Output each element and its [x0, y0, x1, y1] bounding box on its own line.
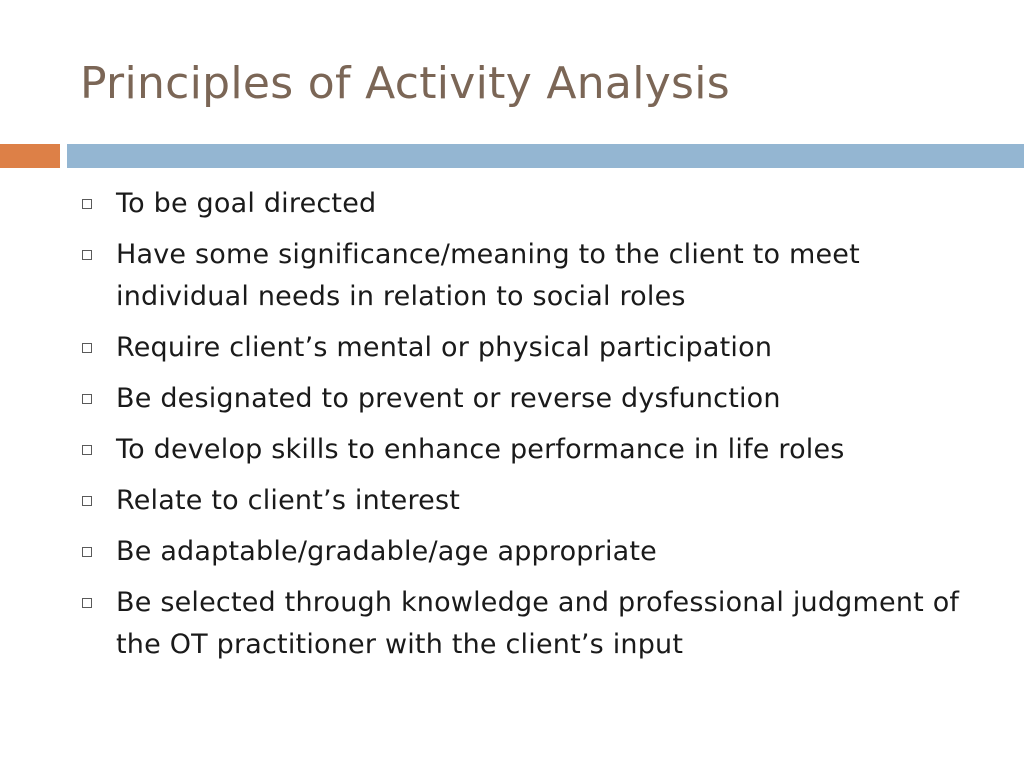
hollow-square-bullet-icon: [78, 480, 116, 522]
bullet-text: Relate to client’s interest: [116, 485, 461, 516]
hollow-square-bullet-icon: [78, 582, 116, 624]
bullet-item: [78, 378, 968, 420]
hollow-square-bullet-icon: [78, 429, 116, 471]
bullet-text: Be adaptable/gradable/age appropriate: [116, 536, 657, 567]
hollow-square-bullet-icon: [78, 234, 116, 276]
hollow-square-bullet-icon: [78, 378, 116, 420]
bullet-item: [78, 183, 968, 225]
bullet-text: Have some significance/meaning to the client to meet individual needs in relation to social roles: [116, 239, 860, 312]
bullet-item: [78, 234, 968, 318]
bullet-text: Require client’s mental or physical participation: [116, 332, 773, 363]
bullet-text: Be selected through knowledge and professional judgment of the OT practitioner with the client’s input: [116, 587, 960, 660]
title-accent-bar-orange: [0, 144, 60, 168]
bullet-item: [78, 480, 968, 522]
bullet-item: [78, 327, 968, 369]
hollow-square-bullet-icon: [78, 531, 116, 573]
title-accent-bar-blue: [67, 144, 1024, 168]
bullet-item: [78, 582, 968, 666]
bullet-text: Be designated to prevent or reverse dysfunction: [116, 383, 781, 414]
slide-title: Principles of Activity Analysis: [80, 58, 731, 109]
bullet-list: [78, 183, 968, 675]
hollow-square-bullet-icon: [78, 327, 116, 369]
bullet-text: To develop skills to enhance performance in life roles: [116, 434, 845, 465]
hollow-square-bullet-icon: [78, 183, 116, 225]
bullet-item: [78, 531, 968, 573]
bullet-text: To be goal directed: [116, 188, 377, 219]
bullet-item: [78, 429, 968, 471]
